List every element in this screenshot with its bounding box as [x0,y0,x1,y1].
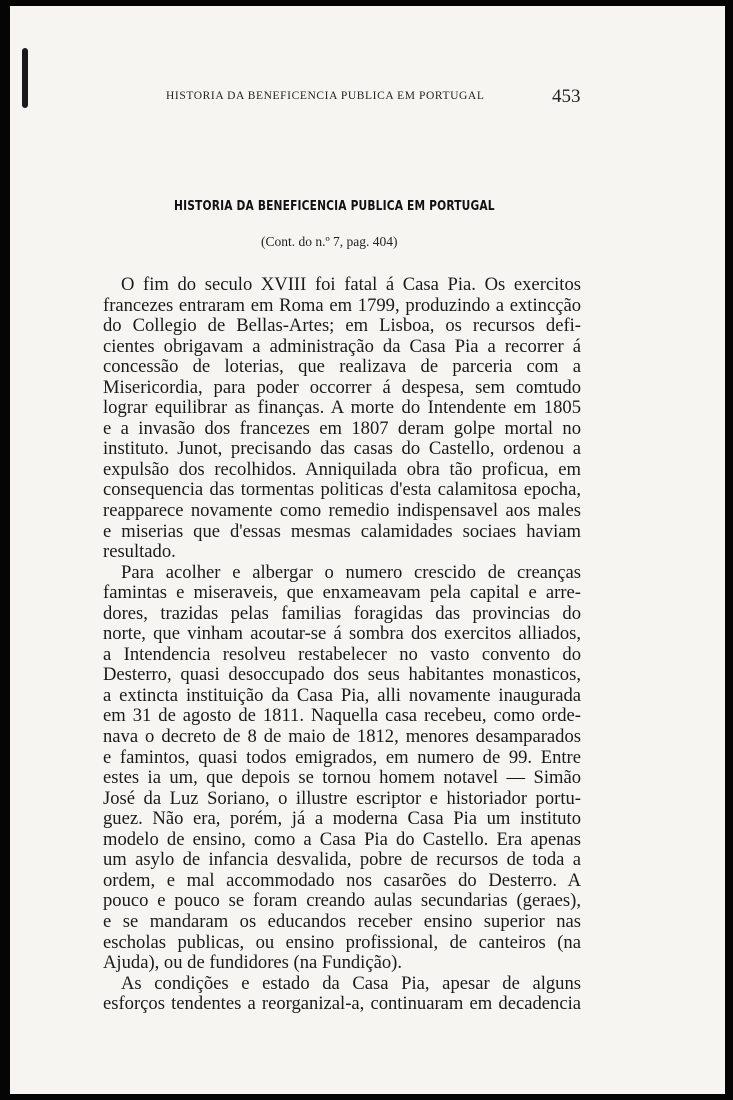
text-line: estes ia um, que depois se tornou homem notavel — Simão [103,767,581,789]
text-line: famintas e miseraveis, que enxameavam pela capital e arre- [103,582,581,604]
text-line: guez. Não era, porém, já a moderna Casa Pia um instituto [103,808,581,830]
text-line: reapparece novamente como remedio indispensavel aos males [103,500,581,522]
text-line: consequencia das tormentas politicas d'esta calamitosa epocha, [103,479,581,501]
text-line: instituto. Junot, precisando das casas do Castello, ordenou a [103,438,581,460]
text-line: e a invasão dos francezes em 1807 deram golpe mortal no [103,417,581,439]
page-number: 453 [552,86,581,107]
scan-border-top [0,0,733,6]
text-line: e famintos, quasi todos emigrados, em numero de 99. Entre [103,746,581,768]
text-line: Desterro, quasi desoccupado dos seus habitantes monasticos, [103,664,581,686]
text-line: em 31 de agosto de 1811. Naquella casa recebeu, como orde- [103,705,581,727]
scan-border-right [725,0,733,1100]
scan-border-left [0,0,10,1100]
text-line: do Collegio de Bellas-Artes; em Lisboa, os recursos defi- [103,315,581,337]
text-line: e se mandaram os educandos receber ensino superior nas [103,910,581,932]
text-line: modelo de ensino, como a Casa Pia do Castello. Era apenas [103,828,581,850]
text-line: dores, trazidas pelas familias foragidas das provincias do [103,602,581,624]
text-line: Ajuda), ou de fundidores (na Fundição). [103,952,402,974]
text-line: ordem, e mal accommodado nos casarões do Desterro. A [103,869,581,891]
text-line: concessão de loterias, que realizava de parceria com a [103,356,581,378]
text-line: resultado. [103,541,176,563]
text-line: um asylo de infancia desvalida, pobre de recursos de toda a [103,849,581,871]
text-line: As condições e estado da Casa Pia, apesar de alguns [121,972,581,994]
text-line: cientes obrigavam a administração da Casa Pia a recorrer á [103,335,581,357]
text-line: nava o decreto de 8 de maio de 1812, menores desamparados [103,726,581,748]
text-line: norte, que vinham acoutar-se á sombra dos exercitos alliados, [103,623,581,645]
text-line: escholas publicas, ou ensino profissional, de canteiros (na [103,931,581,953]
scan-border-bottom [0,1094,733,1100]
article-title: HISTORIA DA BENEFICENCIA PUBLICA EM PORTUGAL [174,199,495,214]
text-line: esforços tendentes a reorganizal-a, continuaram em decadencia [103,993,581,1015]
running-header: HISTORIA DA BENEFICENCIA PUBLICA EM PORTUGAL [166,90,485,102]
text-line: lograr equilibrar as finanças. A morte do Intendente em 1805 [103,397,581,419]
text-line: a Intendencia resolveu restabelecer no vasto convento do [103,643,581,665]
continuation-note: (Cont. do n.º 7, pag. 404) [261,234,398,249]
text-line: José da Luz Soriano, o illustre escriptor e historiador portu- [103,787,581,809]
text-line: Misericordia, para poder occorrer á despesa, sem comtudo [103,376,581,398]
text-line: a extincta instituição da Casa Pia, alli novamente inaugurada [103,684,581,706]
text-line: pouco e pouco se foram creando aulas secundarias (geraes), [103,890,581,912]
text-line: expulsão dos recolhidos. Anniquilada obra tão proficua, em [103,458,581,480]
text-line: O fim do seculo XVIII foi fatal á Casa Pia. Os exercitos [121,274,581,295]
text-line: e miserias que d'essas mesmas calamidades sociaes haviam [103,520,581,542]
binding-mark [22,48,28,108]
text-line: francezes entraram em Roma em 1799, produzindo a extincção [103,294,581,316]
text-line: Para acolher e albergar o numero crescido de creanças [121,561,581,583]
article-body [103,275,581,1015]
